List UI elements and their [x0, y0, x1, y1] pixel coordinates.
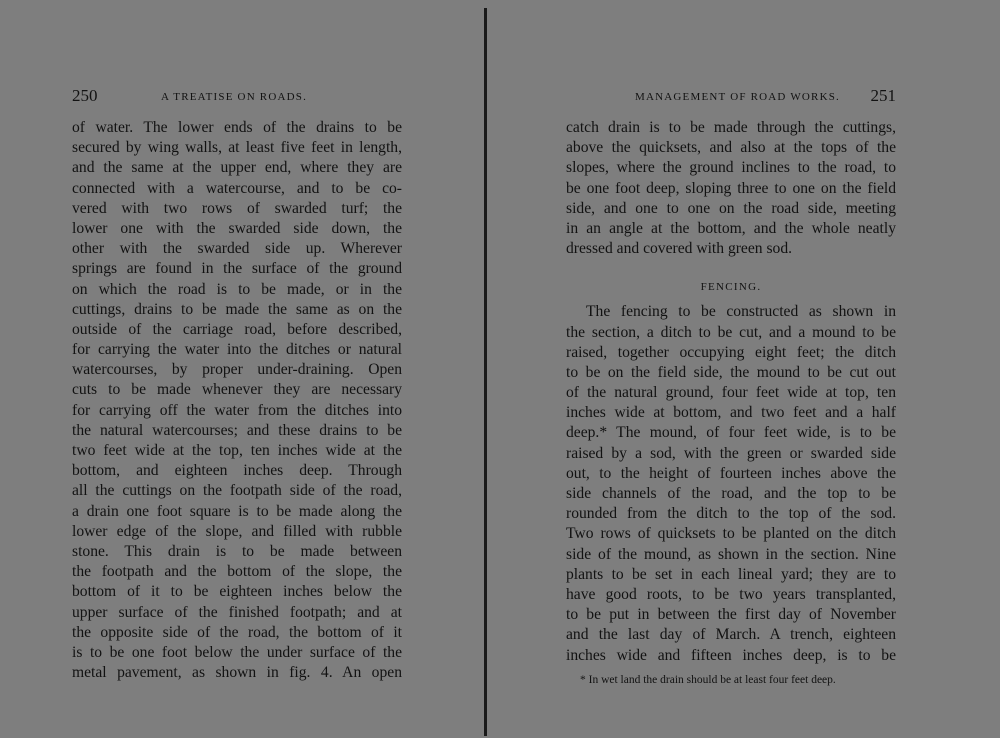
text-line: two feet wide at the top, ten inches wide at the [72, 442, 402, 459]
text-line: in an angle at the bottom, and the whole neatly [566, 219, 896, 237]
text-line: and the same at the upper end, where they are [72, 159, 402, 177]
left-running-title: A TREATISE ON ROADS. [161, 91, 308, 103]
text-line: for carrying the water into the ditches or natural [72, 341, 402, 359]
text-line: all the cuttings on the footpath side of the road, [72, 482, 402, 500]
text-line: side channels of the road, and the top to be [566, 485, 896, 502]
text-line: metal pavement, as shown in fig. 4. An open [72, 664, 402, 682]
left-running-head [72, 86, 402, 106]
text-line: vered with two rows of swarded turf; the [72, 199, 402, 217]
right-page-number: 251 [870, 86, 896, 105]
text-line: springs are found in the surface of the ground [72, 260, 402, 278]
text-line: upper surface of the finished footpath; and at [72, 603, 402, 621]
text-line: slopes, where the ground inclines to the road, to [566, 159, 896, 177]
right-page [566, 0, 896, 738]
text-line: bottom of it to be eighteen inches below the [72, 583, 402, 601]
right-running-title: MANAGEMENT OF ROAD WORKS. [635, 91, 840, 103]
text-line: inches wide and fifteen inches deep, is to be [566, 646, 896, 664]
text-line: to be on the field side, the mound to be cut out [566, 363, 896, 381]
text-line: The fencing to be constructed as shown in [586, 303, 896, 321]
right-body-text [566, 118, 896, 666]
text-line: a drain one foot square is to be made along the [72, 502, 402, 520]
text-line: bottom, and eighteen inches deep. Through [72, 462, 402, 480]
right-running-head [566, 86, 896, 106]
text-line: side, and one to one on the road side, meeting [566, 199, 896, 217]
text-line: raised, together occupying eight feet; the ditch [566, 343, 896, 361]
section-heading-fencing: FENCING. [700, 281, 762, 294]
text-line: plants to be set in each lineal yard; they are to [566, 565, 896, 583]
text-line: have good roots, to be two years transplanted, [566, 585, 896, 603]
text-line: watercourses, by proper under-draining. Open [72, 361, 402, 379]
left-page-number: 250 [72, 86, 98, 105]
text-line: of water. The lower ends of the drains to be [72, 119, 402, 136]
text-line: is to be one foot below the under surface of the [72, 643, 402, 661]
text-line: of the natural ground, four feet wide at top, ten [566, 384, 896, 402]
text-line: out, to the height of fourteen inches above the [566, 464, 896, 482]
text-line: for carrying off the water from the ditches into [72, 401, 402, 419]
text-line: other with the swarded side up. Wherever [72, 240, 402, 258]
text-line: the footpath and the bottom of the slope, the [72, 563, 402, 581]
text-line: connected with a watercourse, and to be co- [72, 179, 402, 197]
text-line: catch drain is to be made through the cuttings, [566, 119, 896, 136]
text-line: on which the road is to be made, or in the [72, 280, 402, 298]
text-line: raised by a sod, with the green or swarded side [566, 444, 896, 462]
text-line: side of the mound, as shown in the section. Nine [566, 545, 896, 563]
text-line: stone. This drain is to be made between [72, 542, 402, 560]
book-gutter [484, 8, 487, 736]
text-line: inches wide at bottom, and two feet and a half [566, 404, 896, 422]
left-page [72, 0, 402, 738]
text-line: and the last day of March. A trench, eighteen [566, 626, 896, 644]
text-line: lower one with the swarded side down, the [72, 219, 402, 237]
text-line: the opposite side of the road, the bottom of it [72, 623, 402, 641]
text-line: deep.* The mound, of four feet wide, is to be [566, 424, 896, 442]
text-line: the section, a ditch to be cut, and a mound to be [566, 323, 896, 341]
text-line: dressed and covered with green sod. [566, 240, 793, 258]
text-line: be one foot deep, sloping three to one on the field [566, 179, 896, 197]
text-line: the natural watercourses; and these drains to be [72, 421, 402, 439]
text-line: secured by wing walls, at least five feet in length, [72, 139, 402, 157]
text-line: lower edge of the slope, and filled with rubble [72, 522, 402, 540]
text-line: above the quicksets, and also at the tops of the [566, 139, 896, 157]
text-line: rounded from the ditch to the top of the sod. [566, 505, 896, 523]
text-line: cuttings, drains to be made the same as on the [72, 300, 402, 318]
text-line: to be put in between the first day of November [566, 606, 896, 624]
text-line: Two rows of quicksets to be planted on the ditch [566, 525, 896, 543]
left-body-text [72, 118, 402, 683]
footnote: * In wet land the drain should be at least four feet deep. [580, 674, 836, 686]
right-paragraph-fencing [566, 302, 896, 665]
text-line: cuts to be made whenever they are necessary [72, 381, 402, 399]
right-paragraph-continued [566, 118, 896, 259]
text-line: outside of the carriage road, before described, [72, 320, 402, 338]
